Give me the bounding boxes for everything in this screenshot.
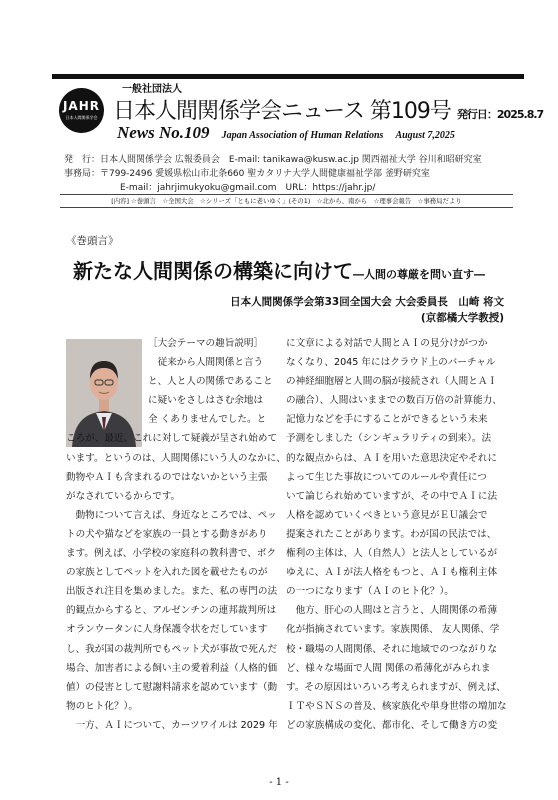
headline-sub: ―人間の尊厳を問い直す― [353, 268, 485, 281]
publisher-info: 発 行：日本人間関係学会 広報委員会 E-mail: tanikawa@kusw.ac.jp 関西福祉大学 谷川和昭研究室 [64, 155, 482, 165]
article-column-right [286, 334, 507, 735]
author-affiliation: (京都橘大学教授) [420, 312, 504, 324]
article-line: 予測をしました（シンギュラリティの到来）。法 [286, 433, 492, 445]
article-line: 権利の主体は、人（自然人）と法人としているが [286, 548, 498, 560]
title-text: 日本人間関係学会ニュース [113, 99, 364, 124]
newsletter-title [113, 94, 543, 125]
article-line: 動物やＡＩも含まれるのではないかという主張 [66, 471, 268, 483]
news-number: News No.109 [117, 123, 210, 142]
article-line: 一方、ＡＩについて、カーツワイルは 2029 年 [66, 719, 278, 731]
article-line: 従来から人間関係と言う [148, 357, 264, 369]
article-line: 的な観点からは、ＡＩを用いた意思決定やそれに [286, 452, 498, 464]
article-line: の家族としてペットを入れた図を載せたものが [66, 567, 268, 579]
article-line: 他方、肝心の人間はと言うと、人間関係の希薄 [286, 605, 498, 617]
article-line: す。その原因はいろいろ考えられますが、例えば、 [286, 681, 506, 693]
article-line: 物のヒト化？）。 [66, 700, 138, 712]
article-line: いて論じられ始めていますが、その中でＡＩに法 [286, 490, 498, 502]
article-line: 的観点からすると、アルゼンチンの連邦裁判所は [66, 605, 277, 617]
article-line: の一つになります（ＡＩのヒト化？）。 [286, 586, 454, 598]
article-line: の融合）、人間はいままでの数百万倍の計算能力、 [286, 395, 502, 407]
article-line: に文章による対話で人間とＡＩの見分けがつか [286, 338, 488, 349]
article-headline [0, 255, 558, 284]
article-line: に疑いをさしはさむ余地は [148, 395, 264, 407]
page-number: - 1 - [269, 777, 289, 788]
association-english: Japan Association of Human Relations [221, 130, 384, 141]
article-line: います。というのは、人間関係にいう人のなかに、 [66, 452, 286, 464]
headline-main: 新たな人間関係の構築に向けて [73, 259, 353, 283]
article-line: 動物について言えば、身近なところでは、ペッ [66, 509, 277, 521]
date-english: August 7,2025 [395, 130, 455, 141]
article-line: ます。例えば、小学校の家庭科の教科書で、ボク [66, 548, 277, 560]
article-line: ころが、最近、これに対して疑義が呈され始めて [66, 433, 278, 445]
article-line: オランウータンに人身保護令状をだしています [66, 624, 268, 636]
article-line: 提案されたことがあります。わが国の民法では、 [286, 528, 497, 540]
article-line: 値）の侵害として慰謝料請求を認めています（動 [66, 681, 278, 693]
article-line: どの家族構成の変化、都市化、そして働き方の変 [286, 719, 498, 731]
article-line: 出版され注目を集めました。また、私の専門の法 [66, 586, 278, 598]
english-title-line [117, 123, 455, 143]
article-line: 全 くありませんでした。と [148, 414, 267, 426]
author-line: 日本人間関係学会第33回全国大会 大会委員長 山崎 将文 [230, 296, 504, 308]
article-line: と、人と人の関係であること [148, 376, 273, 388]
article-line: の神経細胞層と人間の脳が接続され（人間とＡＩ [286, 376, 498, 388]
article-column-left [66, 334, 286, 735]
masthead-rule [52, 74, 524, 79]
article-line: よって生じた事故についてのルールや責任につ [286, 471, 487, 483]
article-line: ＩＴやＳＮＳの普及、核家族化や単身世帯の増加な [286, 700, 507, 712]
secretariat-info: 事務局：〒799-2496 愛媛県松山市北条660 聖カタリナ大学人間健康福祉学部 釜野研究室 [64, 169, 430, 179]
article-line: 校・職場の人間関係、それに地域でのつながりな [286, 643, 498, 655]
article-line: ど、様々な場面で人間 関係の希薄化がみられま [286, 662, 491, 674]
table-of-contents: [内容] ☆巻頭言 ☆全国大会 ☆シリーズ「ともに老いゆく」(その1) ☆北から、南から ☆理事会報告 ☆事務局だより [60, 194, 513, 208]
issue-number: 第109号 [369, 99, 451, 124]
article-line: 人格を認めていくべきという意見がＥＵ議会で [286, 509, 488, 521]
issue-date: 発行日：2025.8.7 [456, 108, 544, 121]
logo-subtext: 日本人間関係学会 [65, 115, 98, 120]
logo-text: JAHR [62, 99, 101, 113]
article-category: 《巻頭言》 [66, 235, 119, 247]
article-line: 化が指摘されています。家族関係、 友人関係、学 [286, 624, 500, 636]
article-line: がなされているからです。 [66, 490, 181, 502]
jahr-logo [59, 88, 104, 133]
pre-title: 一般社団法人 [122, 84, 182, 95]
article-line: し、我が国の裁判所でもペット犬が事故で死んだ [66, 643, 278, 655]
contact-info: E-mail：jahrjimukyoku@gmail.com URL：https://jahr.jp/ [120, 183, 376, 193]
article-line: なくなり、2045 年にはクラウド上のバーチャル [286, 357, 496, 369]
article-line: 記憶力などを手にすることができるという未来 [286, 414, 488, 426]
article-line: 場合、加害者による飼い主の愛着利益（人格的価 [66, 662, 278, 674]
article-line: トの犬や猫などを家族の一員とする動きがあり [66, 528, 268, 540]
article-line: ゆえに、ＡＩが法人格をもつと、ＡＩも権利主体 [286, 567, 498, 579]
article-line: ［大会テーマの趣旨説明］ [148, 338, 264, 349]
